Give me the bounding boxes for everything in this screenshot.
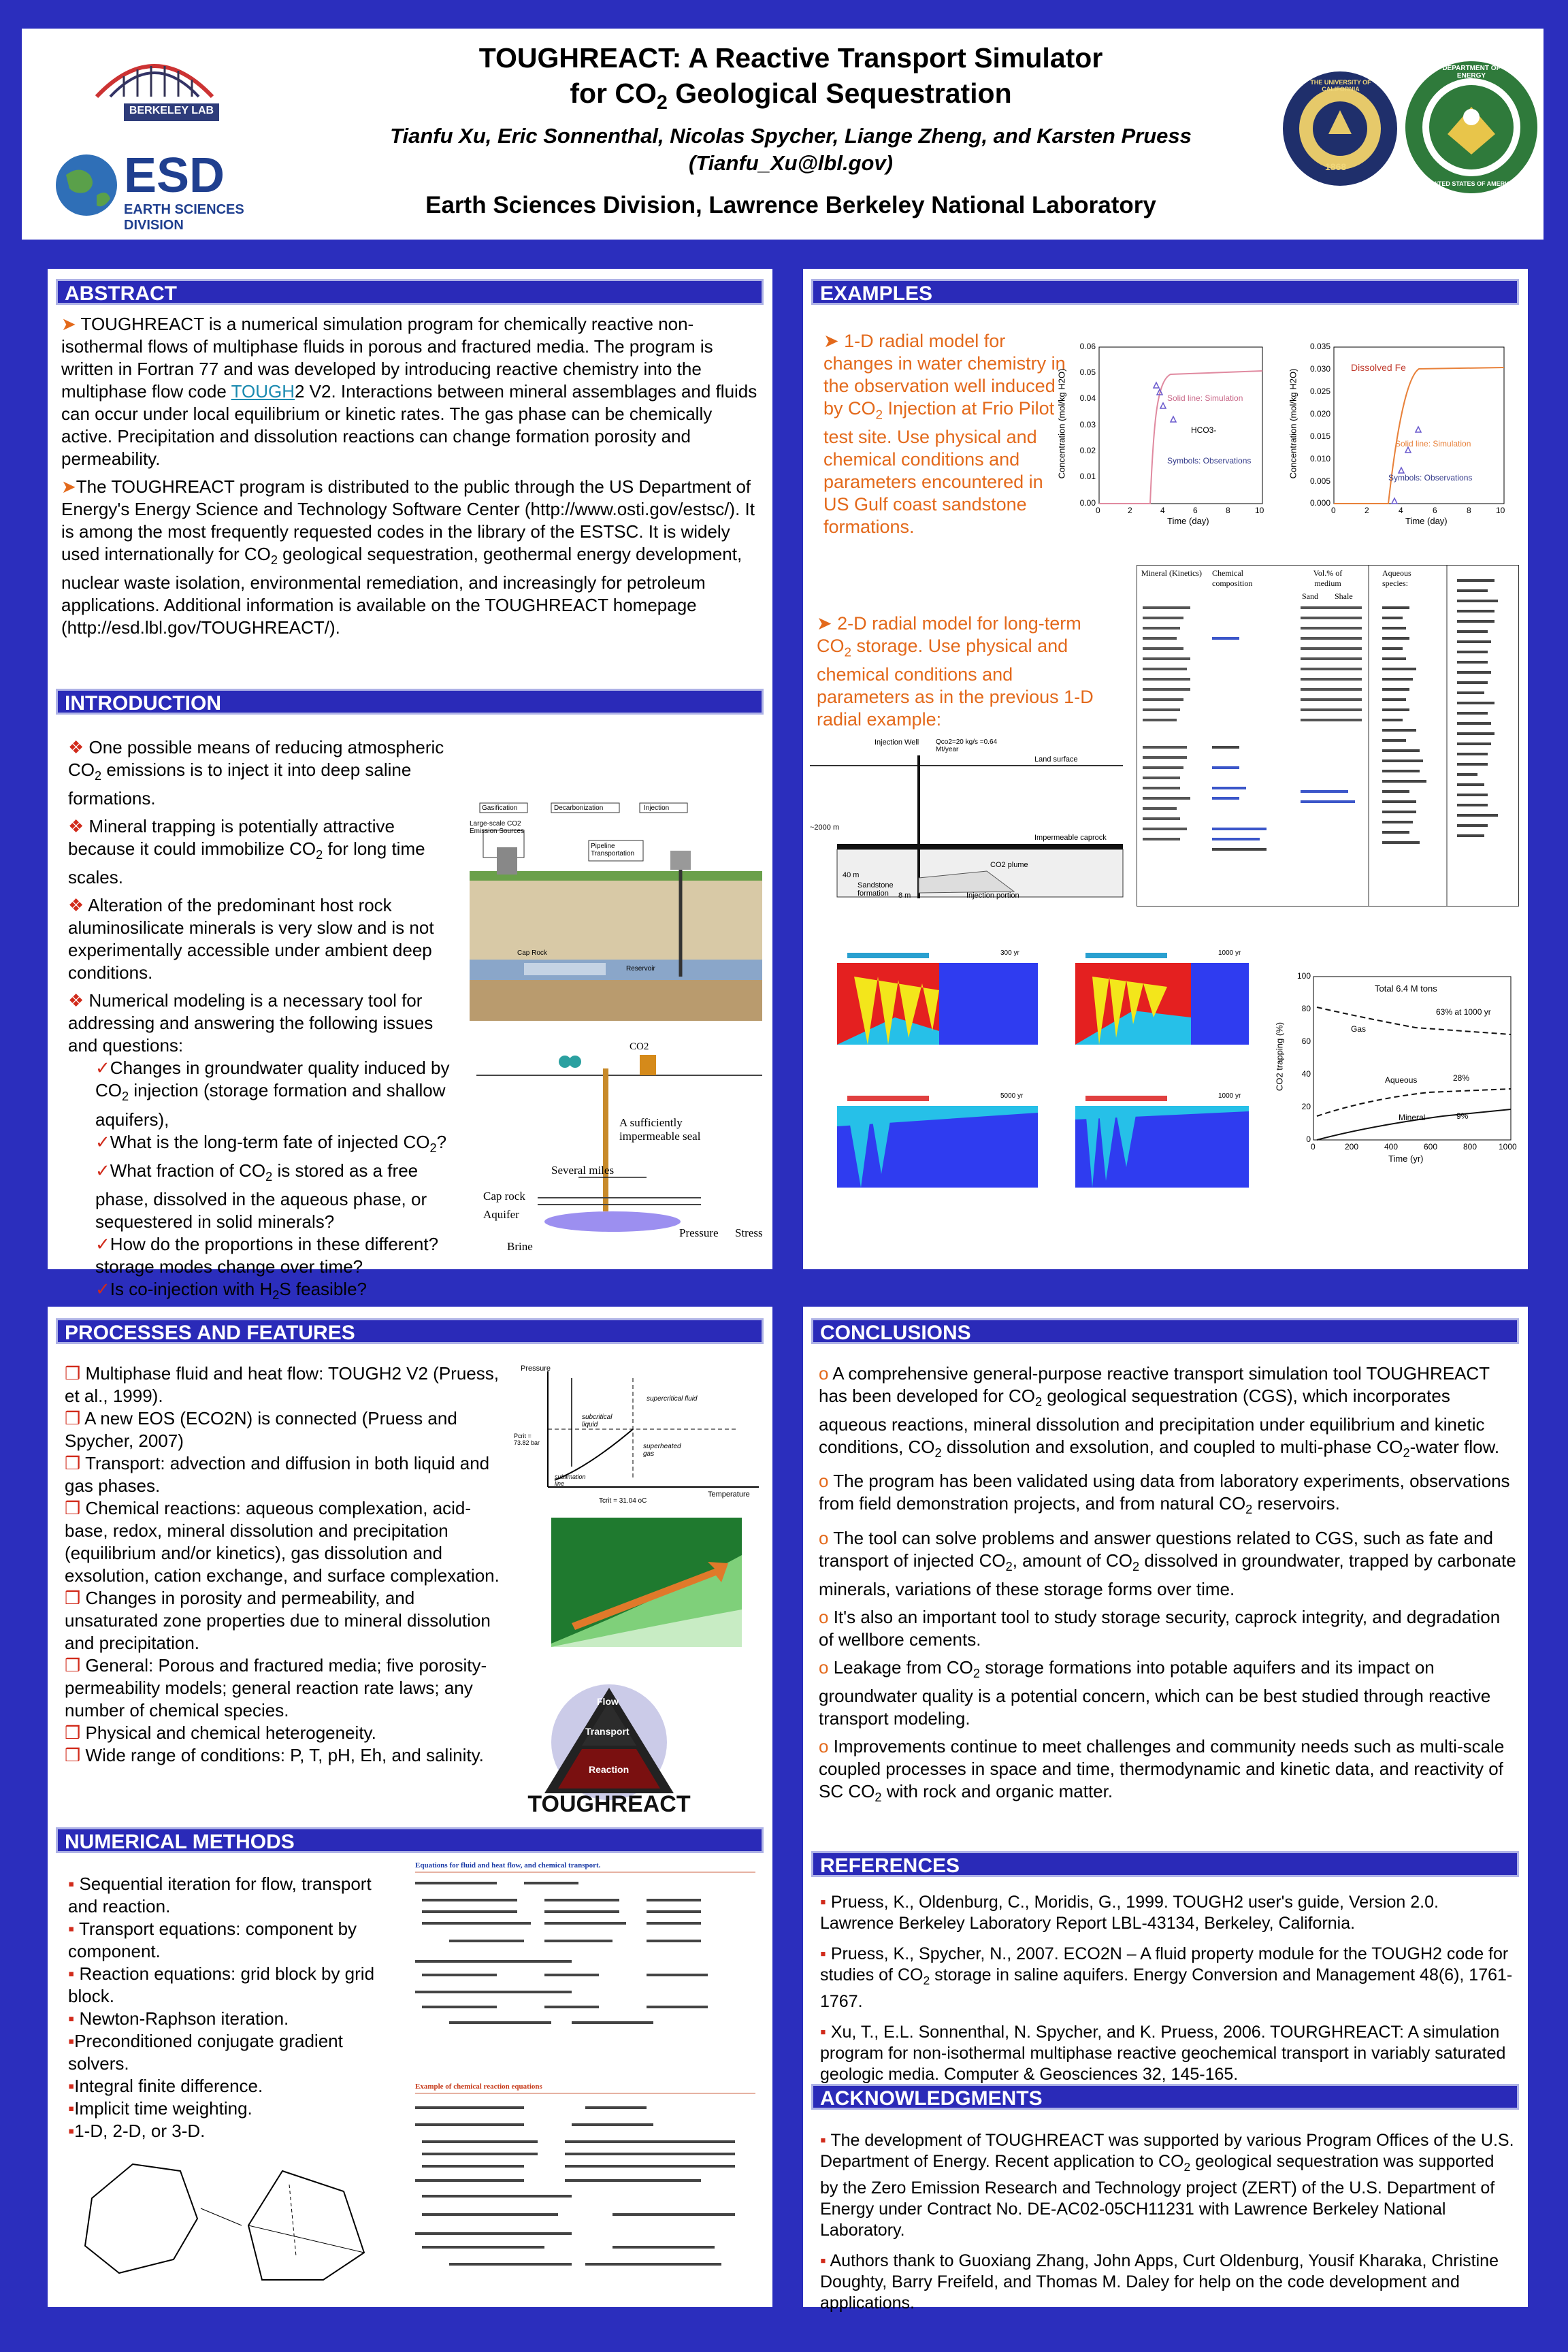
abstract-heading: ABSTRACT: [56, 279, 764, 305]
grid-diagram: [65, 2144, 405, 2293]
fe-yticks: 0.035 0.030 0.025 0.020 0.015 0.010 0.005 0.000: [1309, 342, 1330, 508]
triangle-transport: Transport: [585, 1726, 630, 1737]
phase-subcritical: subcritical liquid: [582, 1414, 612, 1428]
hco3-legend1: Solid line: Simulation: [1167, 393, 1243, 403]
conclusions-heading: CONCLUSIONS: [811, 1318, 1519, 1344]
intro-b3: ❖ Alteration of the predominant host rock aluminosilicate minerals is very slow and is not experimentally accessible under ambient deep conditions.: [68, 895, 434, 983]
references-text: [820, 1892, 1514, 2095]
trapping-chart: 100 80 60 40 20 0 0 200 400 600 800 1000 Time (yr) CO2 trapping (%) Total 6.4 M tons 63% at 1000 yr Gas Aqueous 28% Mineral 9%: [1274, 971, 1517, 1164]
intro-c4: ✓How do the proportions in these different? storage modes change over time?: [95, 1233, 439, 1277]
intro-c3: ✓What fraction of $CO_2$ is stored as a free phase, dissolved in the aqueous phase, or sequestered in solid minerals?: [95, 1160, 427, 1232]
well-label-depth: ~2000 m: [810, 823, 840, 832]
esd-logo: [49, 148, 267, 233]
trap-gas: Gas: [1351, 1024, 1367, 1034]
fig1-label-decarbonization: Decarbonization: [554, 804, 604, 812]
eq-title-2: Example of chemical reaction equations: [415, 2082, 542, 2091]
numerical-item-7: ▪Implicit time weighting.: [68, 2098, 252, 2119]
references-heading: REFERENCES: [811, 1851, 1519, 1877]
colormap-3: [813, 1092, 1045, 1205]
equations-box-1: [408, 1861, 762, 2072]
well-label-thick: 40 m: [843, 871, 860, 879]
well-label-rate: Qco2=20 kg/s =0.64 Mt/year: [936, 738, 998, 753]
fe-chart: 0.035 0.030 0.025 0.020 0.015 0.010 0.005 0.000 0 2 4 6 8 10 Time (day) Concentration (mol/kg H2O) Dissolved Fe Solid line: Simulation Symbols: Observations: [1288, 342, 1505, 526]
trapping-mechanisms-graph: [531, 1514, 749, 1664]
acknowledgments-text: [820, 2130, 1514, 2323]
process-item-5: ❒ Changes in porosity and permeability, and unsaturated zone properties due to mineral dissolution and precipitation.: [65, 1588, 491, 1653]
table-head-aqueous: Aqueous species:: [1382, 568, 1411, 588]
fe-legend2: Symbols: Observations: [1388, 473, 1473, 483]
intro-b1: ❖ One possible means of reducing atmospheric $CO_2$ emissions is to inject it into deep saline formations.: [68, 737, 444, 809]
fig1-label-sources: Large-scale CO2 Emission Sources: [470, 820, 525, 835]
tough-link[interactable]: TOUGH: [231, 381, 295, 402]
doe-seal: [1403, 59, 1539, 195]
berkeley-lab-logo: [83, 42, 226, 124]
intro-b2: ❖ Mineral trapping is potentially attractive because it could immobilize $CO_2$ for long time scales.: [68, 816, 425, 888]
table-head-mineral: Mineral (Kinetics): [1141, 568, 1202, 578]
conclusion-3: o The tool can solve problems and answer questions related to CGS, such as fate and transport of injected $CO_2$, amount of $CO_2$ dissolved in groundwater, trapped by carbonate minerals, variations of these storage forms over time.: [819, 1527, 1516, 1599]
poster-title-line1: TOUGHREACT: A Reactive Transport Simulator: [478, 42, 1103, 74]
hco3-ylabel: Concentration (mol/kg H2O): [1056, 368, 1067, 479]
trap-gas-pct: 63% at 1000 yr: [1436, 1007, 1491, 1017]
process-item-7: ❒ Physical and chemical heterogeneity.: [65, 1722, 376, 1743]
numerical-item-8: ▪1-D, 2-D, or 3-D.: [68, 2121, 206, 2141]
authors: Tianfu Xu, Eric Sonnenthal, Nicolas Spycher, Liange Zheng, and Karsten Pruess: [390, 124, 1192, 148]
fig1-label-injection: Injection: [644, 804, 670, 812]
intro-c5: ✓Is co-injection with $H_2S$ feasible?: [95, 1278, 367, 1303]
fig2-label-brine: Brine: [507, 1240, 533, 1253]
conclusion-1: o A comprehensive general-purpose reactive transport simulation tool TOUGHREACT has been developed for $CO_2$ geological sequestration (CGS), which incorporates aqueous reactions, mineral dissolution and precipitation under equilibrium and kinetic conditions, $CO_2$ dissolution and exsolution, and coupled to multi-phase $CO_2$-water flow.: [819, 1363, 1500, 1460]
fe-legend1: Solid line: Simulation: [1395, 439, 1471, 448]
trap-yticks: 100 80 60 40 20 0: [1296, 971, 1311, 1144]
radial-well-schematic: [810, 735, 1130, 905]
esd-text: ESD: [124, 148, 225, 203]
numerical-item-2: ▪ Transport equations: component by component.: [68, 1918, 357, 1961]
table-head-vol: Vol.% of medium: [1313, 568, 1343, 588]
trap-min-pct: 9%: [1456, 1111, 1469, 1121]
triangle-flow: Flow: [597, 1696, 619, 1707]
colormap-4-title: 1000 yr: [1218, 1092, 1241, 1100]
fig1-label-pipeline: Pipeline Transportation: [591, 843, 635, 858]
phase-pressure: Pressure: [521, 1365, 551, 1373]
well-label-dist: 8 m: [898, 892, 911, 900]
injection-well-schematic: [476, 1041, 769, 1259]
equations-box-2: [408, 2082, 762, 2300]
phase-tc: Tcrit = 31.04 oC: [599, 1497, 647, 1505]
phase-supercritical: supercritical fluid: [647, 1395, 698, 1403]
intro-c1: ✓Changes in groundwater quality induced by $CO_2$ injection (storage formation and shallow aquifers),: [95, 1058, 450, 1130]
hco3-yticks: 0.06 0.05 0.04 0.03 0.02 0.01 0.00: [1079, 342, 1096, 508]
numerical-list: [68, 1873, 395, 2142]
process-item-4: ❒ Chemical reactions: aqueous complexation, acid-base, redox, mineral dissolution and precipitation (equilibrium and/or kinetics), gas dissolution and exsolution, cation exchange, and surface complexation.: [65, 1498, 500, 1586]
triangle-name: TOUGHREACT: [527, 1791, 691, 1817]
process-item-6: ❒ General: Porous and fractured media; five porosity-permeability models; general reaction rate laws; any number of chemical species.: [65, 1655, 487, 1720]
trap-mineral: Mineral: [1399, 1113, 1426, 1122]
acknowledgments-heading: ACKNOWLEDGMENTS: [811, 2084, 1519, 2110]
trap-aq-pct: 28%: [1453, 1073, 1470, 1083]
abstract-p1: ➤ TOUGHREACT is a numerical simulation program for chemically reactive non-isothermal flows of multiphase fluids in porous and fractured media. The program is written in Fortran 77 and was developed by introducing reactive chemistry into the multiphase flow code TOUGH2 V2. Interactions between mineral assemblages and fluids can occur under local equilibrium or kinetic rates. The gas phase can be chemically active. Precipitation and dissolution reactions can change formation porosity and permeability.: [61, 314, 757, 469]
eq-title-1: Equations for fluid and heat flow, and chemical transport.: [415, 1861, 601, 1869]
esd-subtext: EARTH SCIENCES DIVISION: [124, 202, 244, 233]
examples-heading: EXAMPLES: [811, 279, 1519, 305]
process-item-3: ❒ Transport: advection and diffusion in both liquid and gas phases.: [65, 1453, 490, 1496]
header-panel: [22, 29, 1544, 240]
phase-sub: sublimation line: [555, 1473, 586, 1487]
colormap-2-title: 1000 yr: [1218, 949, 1241, 957]
well-label-plume: CO2 plume: [990, 861, 1028, 869]
introduction-heading: INTRODUCTION: [56, 689, 764, 715]
fig1-label-gasification: Gasification: [482, 804, 518, 812]
phase-pc: Pcrit = 73.82 bar: [514, 1433, 540, 1446]
well-label-land: Land surface: [1034, 755, 1078, 764]
uc-seal-text: THE UNIVERSITY OF CALIFORNIA: [1310, 79, 1371, 93]
colormap-2: [1051, 949, 1256, 1062]
colormap-3-title: 5000 yr: [1000, 1092, 1024, 1100]
reference-3: ▪ Xu, T., E.L. Sonnenthal, N. Spycher, and K. Pruess, 2006. TOURGHREACT: A simulation program for non-isothermal multiphase reactive geochemical transport in variably saturated geologic media. Computer & Geosciences 32, 145-165.: [820, 2023, 1506, 2084]
numerical-item-1: ▪ Sequential iteration for flow, transport and reaction.: [68, 1874, 372, 1916]
fe-ylabel: Concentration (mol/kg H2O): [1288, 368, 1298, 479]
mineral-table: [1137, 565, 1519, 906]
uc-seal: [1281, 69, 1400, 189]
doe-seal-text-bottom: UNITED STATES OF AMERICA: [1427, 180, 1516, 187]
colormap-1: [813, 949, 1045, 1062]
fig1-label-reservoir: Reservoir: [626, 965, 655, 973]
numerical-item-6: ▪Integral finite difference.: [68, 2076, 263, 2096]
well-label-caprock: Impermeable caprock: [1034, 834, 1107, 842]
introduction-text: [68, 736, 463, 1307]
reference-1: ▪ Pruess, K., Oldenburg, C., Moridis, G., 1999. TOUGH2 user's guide, Version 2.0. Lawrence Berkeley Laboratory Report LBL-43134, Berkeley, California.: [820, 1893, 1439, 1933]
fig1-label-caprock: Cap Rock: [517, 949, 547, 957]
colormap-4: [1051, 1092, 1256, 1205]
fig2-label-stress: Stress: [735, 1226, 763, 1239]
process-item-2: ❒ A new EOS (ECO2N) is connected (Pruess and Spycher, 2007): [65, 1408, 457, 1451]
doe-seal-text: DEPARTMENT OF ENERGY: [1442, 65, 1501, 80]
numerical-item-5: ▪Preconditioned conjugate gradient solvers.: [68, 2031, 343, 2074]
numerical-item-4: ▪ Newton-Raphson iteration.: [68, 2008, 289, 2029]
phase-diagram: [514, 1365, 766, 1511]
hco3-label: HCO3-: [1191, 425, 1217, 435]
fig2-label-caprock: Cap rock: [483, 1190, 525, 1203]
numerical-item-3: ▪ Reaction equations: grid block by grid block.: [68, 1963, 375, 2006]
conclusion-6: o Improvements continue to meet challenges and community needs such as multi-scale coupled processes in space and time, thermodynamic and kinetic data, and reactivity of SC $CO_2$ with rock and organic matter.: [819, 1735, 1505, 1805]
well-label-injection: Injection Well: [875, 738, 919, 747]
triangle-reaction: Reaction: [589, 1764, 630, 1775]
conclusion-5: o Leakage from $CO_2$ storage formations into potable aquifers and its impact on groundwater quality is a potential concern, which can be best studied through reactive transport modeling.: [819, 1656, 1491, 1729]
poster-title-line2: for $CO_2$ Geological Sequestration: [570, 78, 1012, 114]
fig2-label-miles: Several miles: [551, 1164, 615, 1177]
fe-xlabel: Time (day): [1405, 516, 1448, 526]
conclusions-text: [819, 1362, 1516, 1814]
fig2-label-pressure: Pressure: [679, 1226, 719, 1239]
well-label-inj: Injection portion: [966, 892, 1019, 900]
acknowledgment-1: ▪ The development of TOUGHREACT was supported by various Program Offices of the U.S. Department of Energy. Recent application to $CO_2$ geological sequestration was supported by the Zero Emission Research and Technology project (ZERT) of the U.S. Department of Energy under Contract No. DE-AC02-05CH11231 with Lawrence Berkeley National Laboratory.: [820, 2131, 1514, 2240]
fig2-label-seal: A sufficiently impermeable seal: [619, 1116, 701, 1143]
process-item-8: ❒ Wide range of conditions: P, T, pH, Eh, and salinity.: [65, 1745, 484, 1765]
trap-xlabel: Time (yr): [1388, 1154, 1424, 1164]
hco3-legend2: Symbols: Observations: [1167, 456, 1252, 466]
institution: Earth Sciences Division, Lawrence Berkeley National Laboratory: [425, 192, 1156, 218]
toughreact-triangle: [510, 1681, 708, 1817]
colormap-1-title: 300 yr: [1000, 949, 1019, 957]
hco3-xlabel: Time (day): [1167, 516, 1209, 526]
phase-superheated: superheated gas: [643, 1443, 681, 1458]
examples-text1: ➤ 1-D radial model for changes in water chemistry in the observation well induced by $CO_2$ Injection at Frio Pilot test site. Use physical and chemical conditions and parameters encountered in US Gulf coast sandstone formations.: [823, 331, 1066, 538]
table-head-sand: Sand: [1302, 591, 1318, 601]
berkeley-lab-text: BERKELEY LAB: [129, 105, 214, 116]
uc-seal-year: 1868: [1325, 161, 1347, 172]
examples-text2: ➤ 2-D radial model for long-term $CO_2$ storage. Use physical and chemical conditions and parameters as in the previous 1-D radial example:: [817, 613, 1094, 730]
fig2-label-co2: CO2: [630, 1041, 649, 1052]
email: (Tianfu_Xu@lbl.gov): [688, 151, 894, 175]
phase-temperature: Temperature: [708, 1490, 750, 1499]
hco3-chart: 0.06 0.05 0.04 0.03 0.02 0.01 0.00 0 2 4 6 8 10 Time (day) Concentration (mol/kg H2O) Solid line: Simulation HCO3- Symbols: Observations: [1056, 342, 1264, 526]
trap-aqueous: Aqueous: [1385, 1075, 1418, 1085]
co2-storage-schematic: [470, 789, 762, 1021]
abstract-p2: ➤The TOUGHREACT program is distributed to the public through the US Department of Energy's Energy Science and Technology Software Center (http://www.osti.gov/estsc/). It is among the most frequently requested codes in the library of the ESTSC. It is widely used internationally for $CO_2$ geological sequestration, geothermal energy development, nuclear waste isolation, environmental remediation, and increasingly for petroleum applications. Additional information is available on the TOUGHREACT homepage (http://esd.lbl.gov/TOUGHREACT/).: [61, 476, 755, 638]
processes-list: [65, 1362, 500, 1767]
conclusion-4: o It's also an important tool to study storage security, caprock integrity, and degradation of wellbore cements.: [819, 1606, 1501, 1650]
process-item-1: ❒ Multiphase fluid and heat flow: TOUGH2 V2 (Pruess, et al., 1999).: [65, 1363, 499, 1406]
abstract-text: [61, 313, 762, 644]
conclusion-2: o The program has been validated using data from laboratory experiments, observations from field demonstration projects, and from natural $CO_2$ reservoirs.: [819, 1471, 1510, 1517]
intro-c2: ✓What is the long-term fate of injected $CO_2$?: [95, 1131, 447, 1155]
trap-total: Total 6.4 M tons: [1375, 983, 1437, 994]
reference-2: ▪ Pruess, K., Spycher, N., 2007. ECO2N – A fluid property module for the TOUGH2 code for studies of $CO_2$ storage in saline aquifers. Energy Conversion and Management 48(6), 1761-1767.: [820, 1944, 1513, 2011]
trap-ylabel: CO2 trapping (%): [1274, 1022, 1285, 1092]
intro-b4: ❖ Numerical modeling is a necessary tool for addressing and answering the following issues and questions:: [68, 990, 434, 1056]
numerical-heading: NUMERICAL METHODS: [56, 1827, 764, 1853]
processes-heading: PROCESSES AND FEATURES: [56, 1318, 764, 1344]
acknowledgment-2: ▪ Authors thank to Guoxiang Zhang, John Apps, Curt Oldenburg, Yousif Kharaka, Christine Doughty, Barry Freifeld, and Thomas M. Daley for help on the code development and applications.: [820, 2251, 1499, 2313]
table-head-composition: Chemical composition: [1212, 568, 1253, 588]
fig2-label-aquifer: Aquifer: [483, 1208, 519, 1221]
fe-label: Dissolved Fe: [1351, 362, 1406, 373]
table-head-shale: Shale: [1335, 591, 1353, 601]
well-label-sand: Sandstone formation: [858, 881, 894, 898]
